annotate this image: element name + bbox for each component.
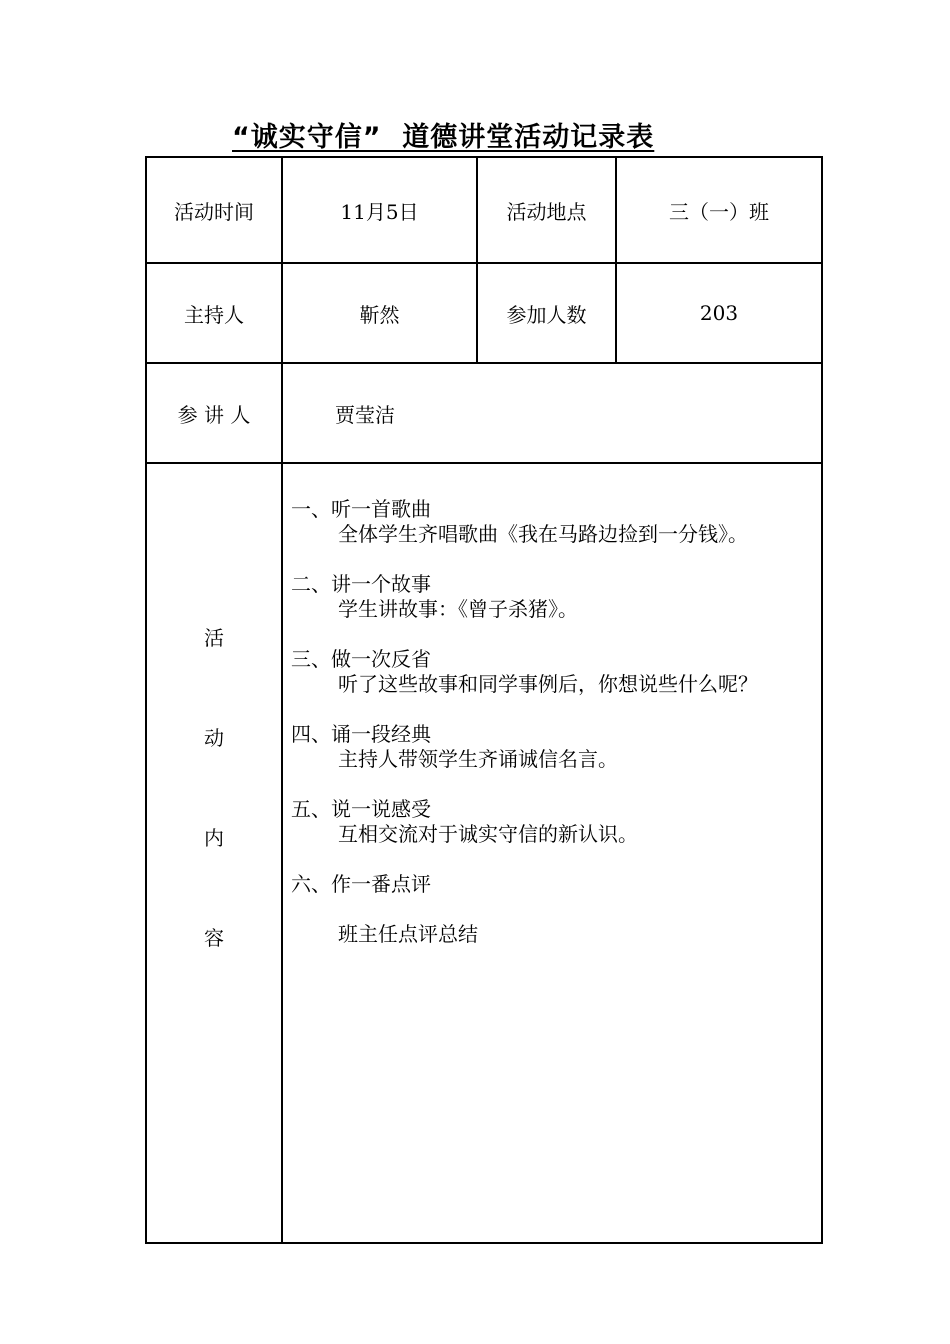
label-speaker: 参 讲 人 — [146, 363, 282, 463]
participant-count-value: 203 — [616, 263, 822, 363]
section-heading: 一、听一首歌曲 — [291, 497, 431, 521]
label-char: 活 — [204, 626, 224, 650]
label-host: 主持人 — [146, 263, 282, 363]
label-activity-place: 活动地点 — [477, 157, 616, 263]
section-heading: 五、说一说感受 — [291, 797, 431, 821]
section-heading: 六、作一番点评 — [291, 872, 431, 896]
section-text: 主持人带领学生齐诵诚信名言。 — [338, 747, 618, 771]
row-activity-content — [146, 463, 822, 1243]
content-section — [291, 722, 821, 772]
content-section — [291, 497, 821, 547]
host-value: 靳然 — [282, 263, 477, 363]
activity-time-value: 11月5日 — [282, 157, 477, 263]
content-section — [291, 647, 821, 697]
row-speaker — [146, 363, 822, 463]
label-char: 容 — [204, 926, 224, 950]
activity-record-table — [145, 156, 823, 1244]
activity-content-body — [282, 463, 822, 1243]
content-section — [291, 572, 821, 622]
section-heading: 四、诵一段经典 — [291, 722, 431, 746]
section-text: 全体学生齐唱歌曲《我在马路边捡到一分钱》。 — [338, 522, 748, 546]
section-heading: 二、讲一个故事 — [291, 572, 431, 596]
label-participant-count: 参加人数 — [477, 263, 616, 363]
row-host-count — [146, 263, 822, 363]
row-time-place — [146, 157, 822, 263]
section-heading: 三、做一次反省 — [291, 647, 431, 671]
label-activity-content — [146, 463, 282, 1243]
content-section — [291, 797, 821, 847]
section-text: 互相交流对于诚实守信的新认识。 — [338, 822, 638, 846]
label-char: 内 — [204, 826, 224, 850]
label-char: 动 — [204, 726, 224, 750]
label-activity-time: 活动时间 — [146, 157, 282, 263]
section-text: 学生讲故事：《曾子杀猪》。 — [338, 597, 578, 621]
document-title: “诚实守信” 道德讲堂活动记录表 — [232, 122, 655, 153]
section-text: 听了这些故事和同学事例后，你想说些什么呢？ — [338, 672, 758, 696]
activity-place-value: 三（一）班 — [616, 157, 822, 263]
section-text: 班主任点评总结 — [338, 922, 478, 946]
speaker-value: 贾莹洁 — [282, 363, 822, 463]
content-section — [291, 872, 821, 947]
